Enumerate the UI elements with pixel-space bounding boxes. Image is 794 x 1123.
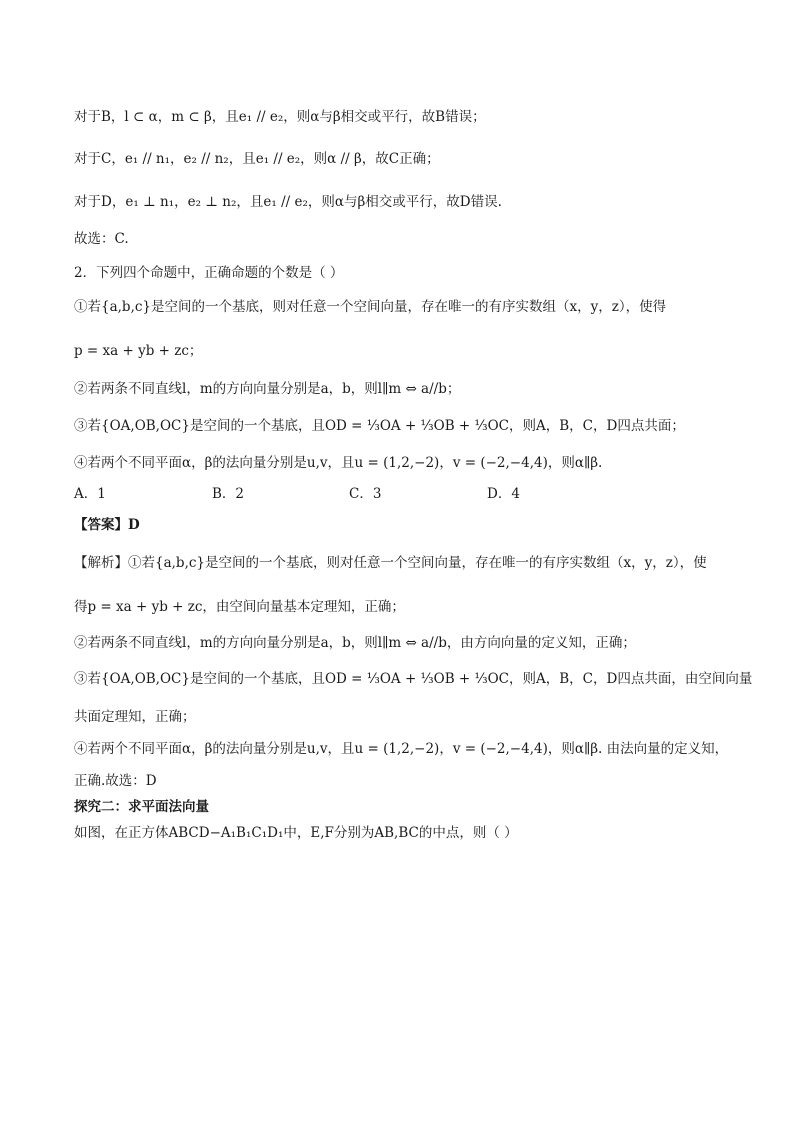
question-title: 2．下列四个命题中，正确命题的个数是（ ） [74, 265, 344, 281]
solution-item-3b: 共面定理知，正确； [74, 709, 196, 725]
section-heading: 探究二：求平面法向量 [74, 799, 209, 815]
text-line-case-c: 对于C，e₁ // n₁，e₂ // n₂，且e₁ // e₂，则α // β，故C正确； [74, 151, 440, 167]
question-item-1b: p = xa + yb + zc； [74, 343, 203, 359]
solution-item-4b: 正确.故选：D [74, 773, 157, 789]
solution-item-2: ②若两条不同直线l，m的方向向量分别是a，b，则l∥m ⇔ a//b，由方向向量的定义知，正确； [74, 635, 636, 651]
solution-item-1a: 【解析】①若{a,b,c}是空间的一个基底，则对任意一个空间向量，存在唯一的有序实数组（x，y，z），使 [74, 555, 707, 571]
option-a: A．1 [74, 486, 106, 502]
text-line-case-d: 对于D，e₁ ⊥ n₁，e₂ ⊥ n₂，且e₁ // e₂，则α与β相交或平行，故D错误. [74, 194, 502, 210]
solution-item-1b: 得p = xa + yb + zc，由空间向量基本定理知，正确； [74, 599, 405, 615]
option-d: D．4 [487, 486, 520, 502]
option-b: B．2 [212, 486, 245, 502]
answer-options [74, 484, 734, 504]
next-question: 如图，在正方体ABCD−A₁B₁C₁D₁中，E,F分别为AB,BC的中点，则（ ） [74, 825, 518, 841]
option-c: C．3 [349, 486, 382, 502]
question-item-4: ④若两个不同平面α，β的法向量分别是u,v，且u = (1,2,−2)，v = (−2,−4,4)，则α∥β. [74, 455, 603, 471]
solution-item-3a: ③若{OA,OB,OC}是空间的一个基底，且OD = ⅓OA + ⅓OB + ⅓OC，则A，B，C，D四点共面，由空间向量 [74, 671, 753, 687]
text-line-case-b: 对于B，l ⊂ α，m ⊂ β，且e₁ // e₂，则α与β相交或平行，故B错误； [74, 109, 486, 125]
question-item-3: ③若{OA,OB,OC}是空间的一个基底，且OD = ⅓OA + ⅓OB + ⅓OC，则A，B，C，D四点共面； [74, 418, 685, 434]
text-line-choice: 故选：C. [74, 231, 129, 247]
solution-item-4a: ④若两个不同平面α，β的法向量分别是u,v，且u = (1,2,−2)，v = (−2,−4,4)，则α∥β. 由法向量的定义知， [74, 741, 729, 757]
question-item-1a: ①若{a,b,c}是空间的一个基底，则对任意一个空间向量，存在唯一的有序实数组（x，y，z），使得 [74, 299, 667, 315]
answer-label: 【答案】D [74, 517, 140, 533]
question-item-2: ②若两条不同直线l，m的方向向量分别是a，b，则l∥m ⇔ a//b； [74, 381, 461, 397]
